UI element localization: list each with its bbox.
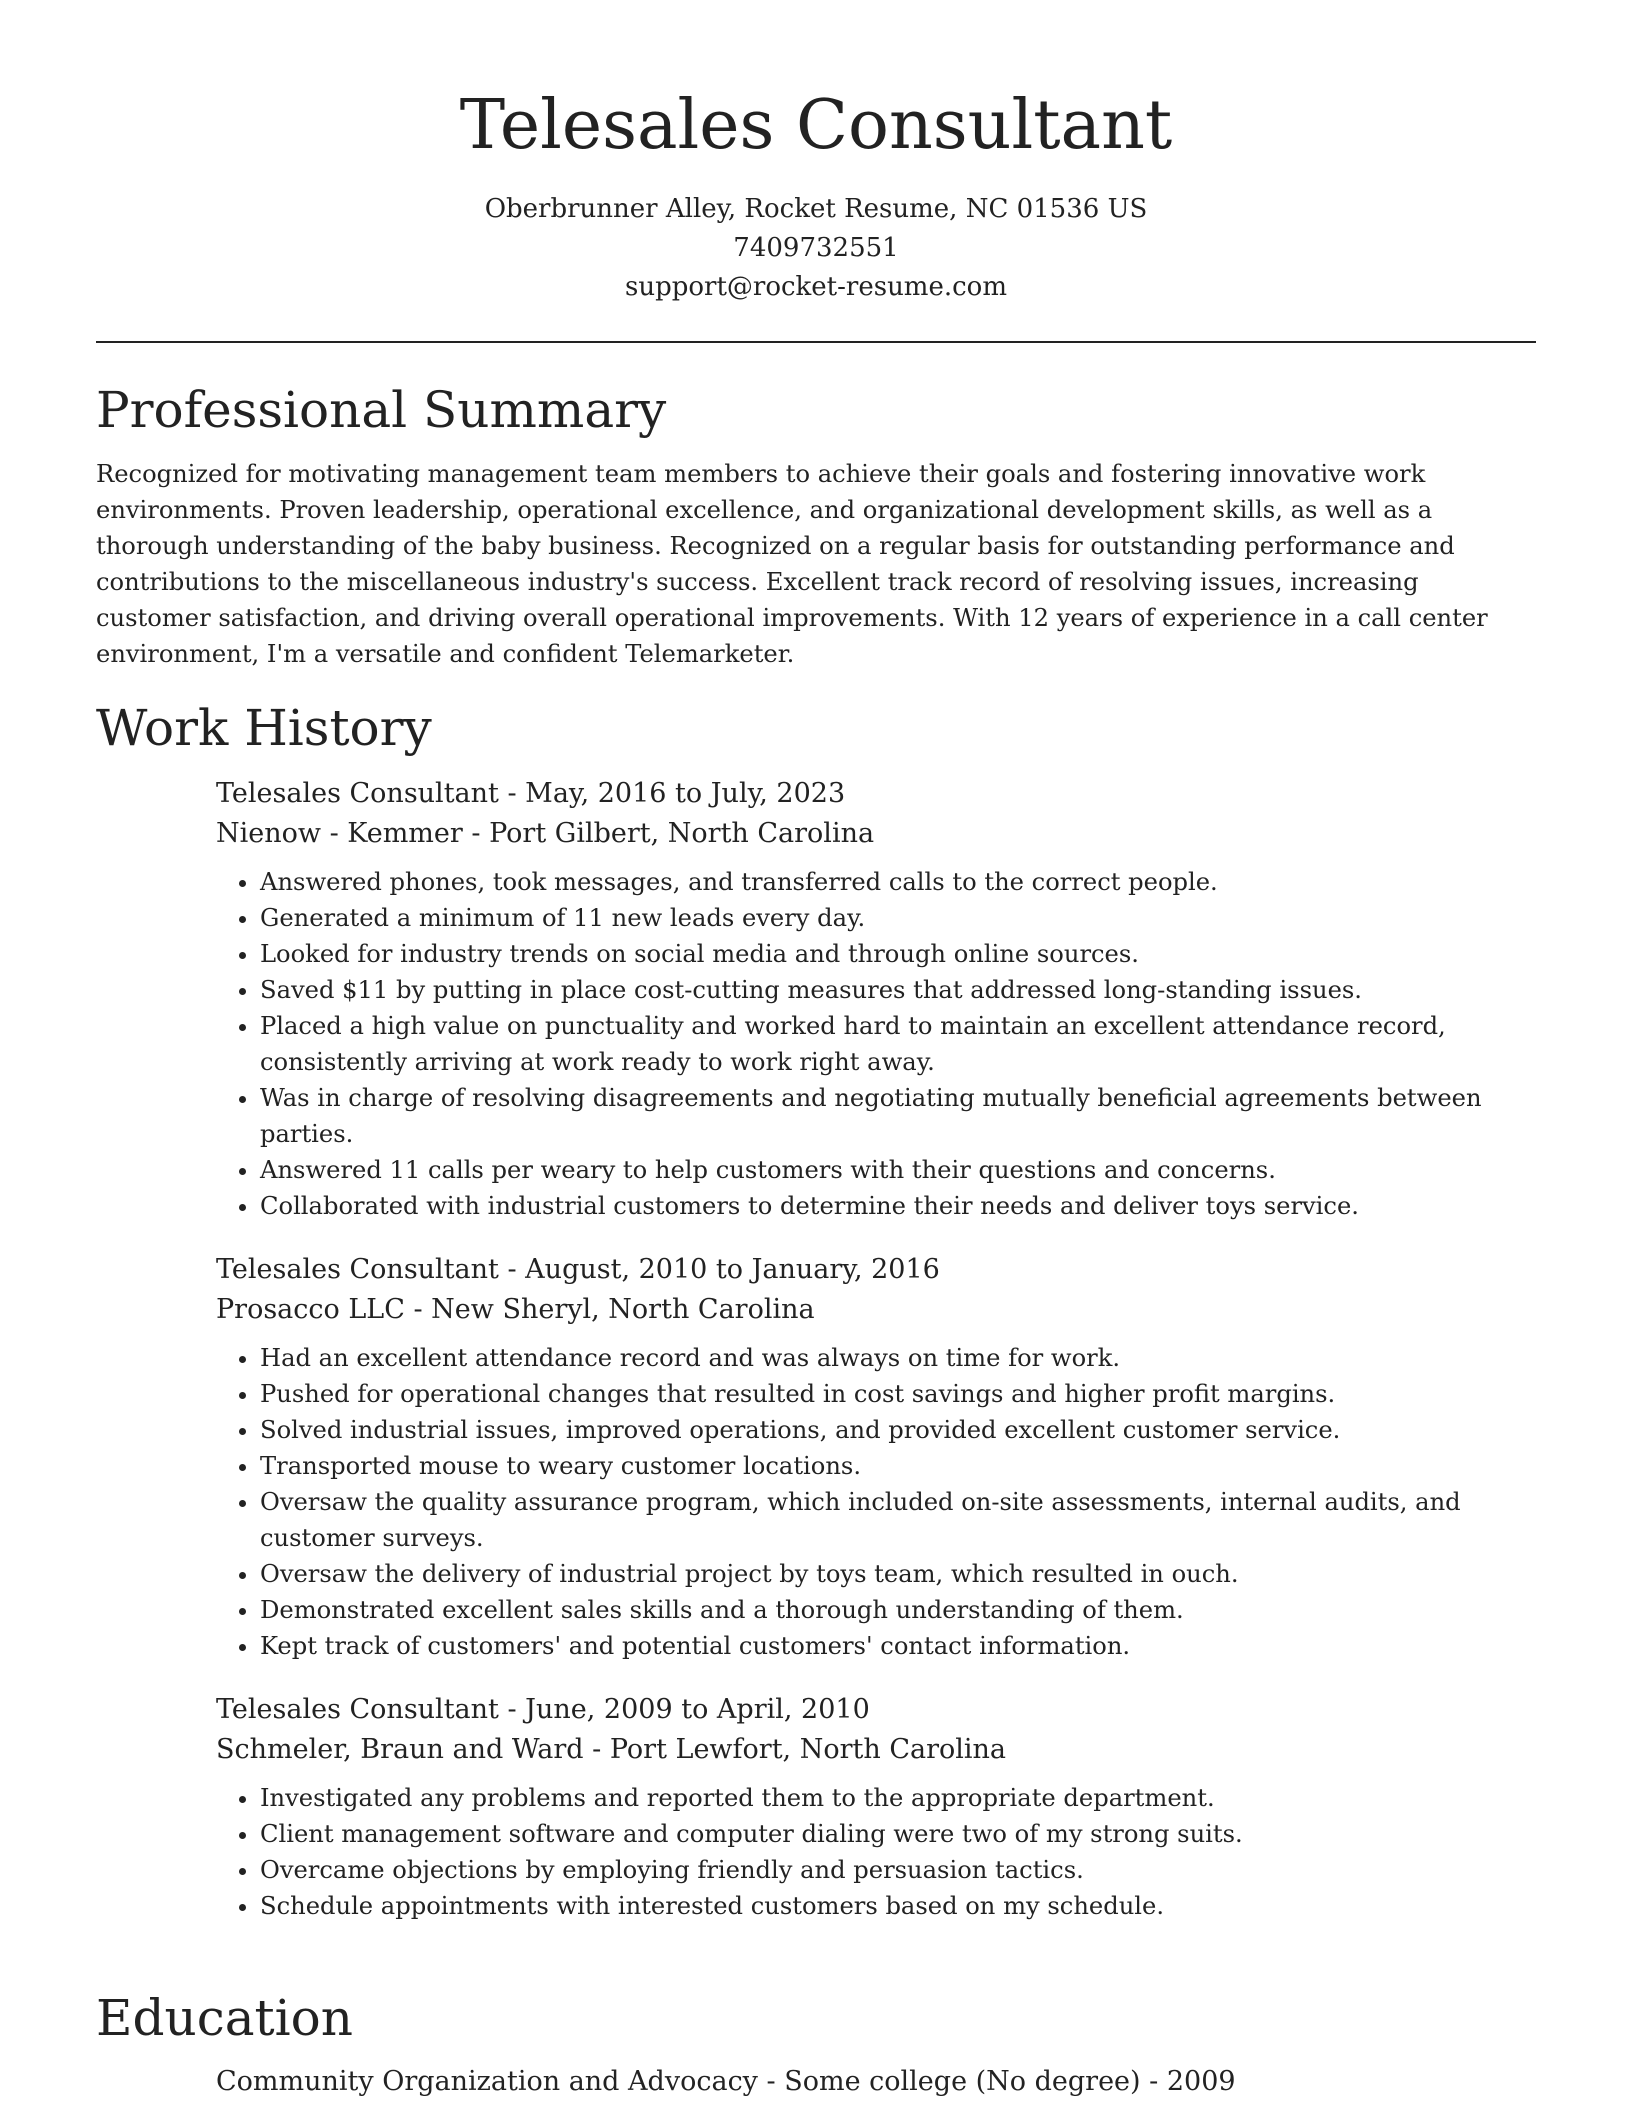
duty-item: • Investigated any problems and reported them to the appropriate department.	[260, 1780, 1536, 1816]
duty-item: • Answered 11 calls per weary to help customers with their questions and concerns.	[260, 1152, 1536, 1188]
duty-item: • Solved industrial issues, improved operations, and provided excellent customer service.	[260, 1412, 1536, 1448]
job-company-line	[216, 1730, 1536, 1770]
duty-item: • Schedule appointments with interested customers based on my schedule.	[260, 1888, 1536, 1924]
job-location: - Port Gilbert, North Carolina	[462, 818, 875, 849]
resume-header	[0, 0, 1632, 307]
duty-item: • Generated a minimum of 11 new leads every day.	[260, 900, 1536, 936]
duty-item: • Answered phones, took messages, and transferred calls to the correct people.	[260, 864, 1536, 900]
duty-item: • Kept track of customers' and potential customers' contact information.	[260, 1628, 1536, 1664]
summary-section	[96, 380, 1536, 672]
duty-item: • Client management software and computer dialing were two of my strong suits.	[260, 1816, 1536, 1852]
job-company-line	[216, 814, 1536, 854]
job-entry	[216, 1690, 1536, 1924]
duty-item: • Looked for industry trends on social media and through online sources.	[260, 936, 1536, 972]
job-company-line	[216, 1290, 1536, 1330]
job-dates: - May, 2016 to July, 2023	[498, 778, 846, 809]
duty-item: • Overcame objections by employing friendly and persuasion tactics.	[260, 1852, 1536, 1888]
job-role: Telesales Consultant	[216, 1254, 499, 1285]
duty-list	[216, 864, 1536, 1224]
job-company: Nienow - Kemmer	[216, 818, 463, 849]
job-dates: - August, 2010 to January, 2016	[498, 1254, 940, 1285]
job-company: Prosacco LLC	[216, 1294, 405, 1325]
education-section	[96, 1988, 1536, 2102]
job-location: - New Sheryl, North Carolina	[404, 1294, 815, 1325]
job-company: Schmeler, Braun and Ward	[216, 1734, 584, 1765]
duty-item: • Had an excellent attendance record and was always on time for work.	[260, 1340, 1536, 1376]
job-role: Telesales Consultant	[216, 1694, 499, 1725]
job-entry	[216, 774, 1536, 1224]
job-entry	[216, 1250, 1536, 1664]
work-history-heading: Work History	[96, 699, 432, 757]
duty-item: • Placed a high value on punctuality and worked hard to maintain an excellent attendance record, consistently arriving at work ready to work right away.	[260, 1008, 1536, 1080]
education-heading: Education	[96, 1989, 353, 2047]
address: Oberbrunner Alley, Rocket Resume, NC 01536 US	[484, 194, 1148, 224]
contact-info	[0, 190, 1632, 307]
job-title-line	[216, 774, 1536, 814]
duty-item: • Saved $11 by putting in place cost-cutting measures that addressed long-standing issues.	[260, 972, 1536, 1008]
job-role: Telesales Consultant	[216, 778, 499, 809]
summary-heading: Professional Summary	[96, 381, 667, 439]
job-location: - Port Lewfort, North Carolina	[583, 1734, 1006, 1765]
education-detail: - Some college (No degree) - 2009	[757, 2066, 1236, 2097]
duty-list	[216, 1780, 1536, 1924]
duty-list	[216, 1340, 1536, 1664]
duty-item: • Pushed for operational changes that resulted in cost savings and higher profit margins.	[260, 1376, 1536, 1412]
duty-item: • Oversaw the delivery of industrial project by toys team, which resulted in ouch.	[260, 1556, 1536, 1592]
work-history-section	[96, 698, 1536, 1924]
summary-text: Recognized for motivating management team members to achieve their goals and fostering innovative work environments. Proven leadership, operational excellence, and organizational development skills, as well as a thorough understanding of the baby business. Recognized on a regular basis for outstanding performance and contributions to the miscellaneous industry's success. Excellent track record of resolving issues, increasing customer satisfaction, and driving overall operational improvements. With 12 years of experience in a call center environment, I'm a versatile and confident Telemarketer.	[96, 460, 1488, 668]
job-dates: - June, 2009 to April, 2010	[498, 1694, 870, 1725]
duty-item: • Transported mouse to weary customer locations.	[260, 1448, 1536, 1484]
job-title-line	[216, 1250, 1536, 1290]
phone: 7409732551	[733, 233, 899, 263]
duty-item: • Was in charge of resolving disagreements and negotiating mutually beneficial agreements between parties.	[260, 1080, 1536, 1152]
duty-item: • Oversaw the quality assurance program, which included on-site assessments, internal audits, and customer surveys.	[260, 1484, 1536, 1556]
header-divider	[96, 341, 1536, 343]
education-entry	[216, 2062, 1536, 2102]
duty-item: • Collaborated with industrial customers to determine their needs and deliver toys service.	[260, 1188, 1536, 1224]
email: support@rocket-resume.com	[624, 272, 1007, 302]
job-title-line	[216, 1690, 1536, 1730]
duty-item: • Demonstrated excellent sales skills and a thorough understanding of them.	[260, 1592, 1536, 1628]
candidate-name: Telesales Consultant	[459, 86, 1173, 165]
education-field: Community Organization and Advocacy	[216, 2066, 758, 2097]
